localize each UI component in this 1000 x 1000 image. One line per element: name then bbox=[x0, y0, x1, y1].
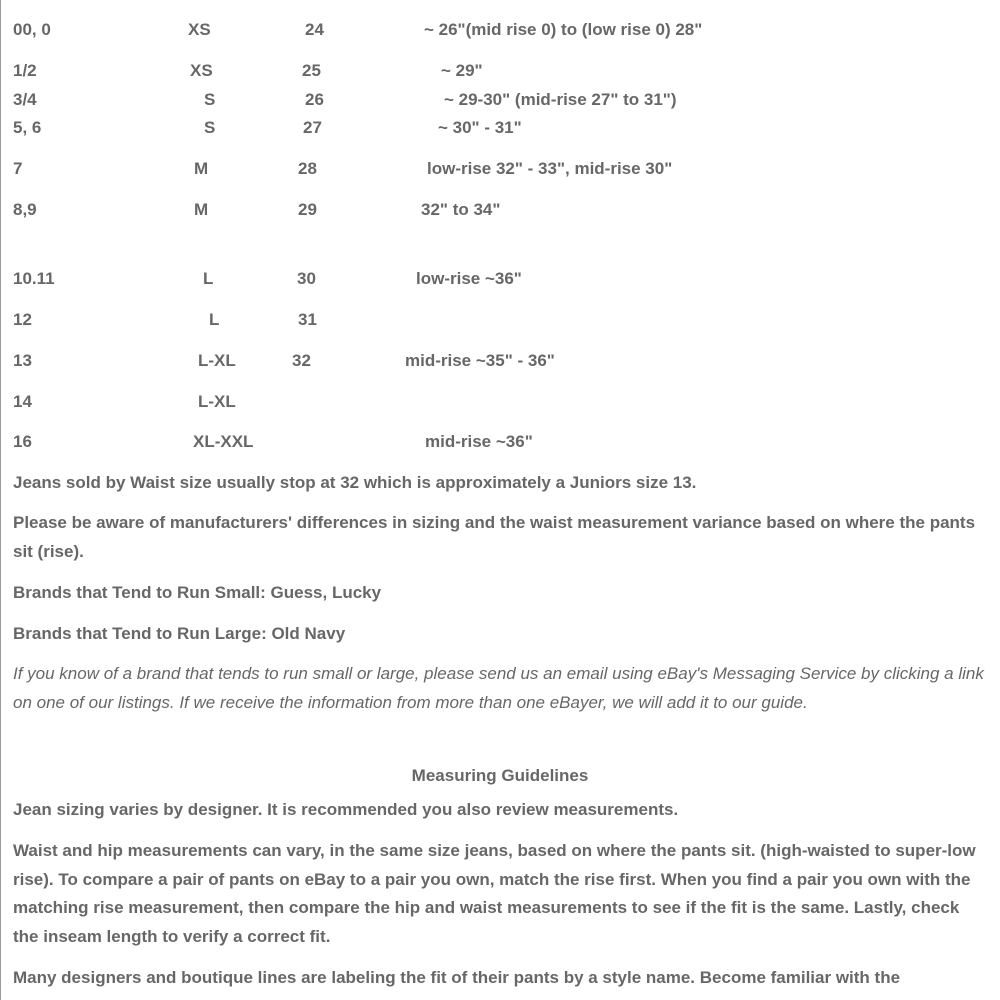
waist-size: 26 bbox=[305, 90, 324, 109]
junior-size: 13 bbox=[13, 351, 32, 370]
letter-size: S bbox=[204, 118, 216, 137]
waist-size: 24 bbox=[305, 20, 324, 39]
junior-size: 16 bbox=[13, 432, 32, 451]
table-row bbox=[0, 390, 1000, 414]
contact-note: If you know of a brand that tends to run small or large, please send us an email using eBay's Messaging Service by clicking a link on one of our listings. If we receive the information from more than one eBayer, we will add it to our guide. bbox=[13, 664, 984, 712]
waist-note: ~ 29" bbox=[441, 61, 483, 80]
junior-size: 10.11 bbox=[13, 269, 55, 288]
measuring-guidelines-heading: Measuring Guidelines bbox=[411, 766, 589, 785]
letter-size: L bbox=[209, 310, 220, 329]
table-row bbox=[0, 430, 1000, 454]
waist-size: 31 bbox=[298, 310, 317, 329]
waist-note: ~ 26"(mid rise 0) to (low rise 0) 28" bbox=[424, 20, 703, 39]
waist-size: 28 bbox=[298, 159, 317, 178]
letter-size: XS bbox=[188, 20, 211, 39]
junior-size: 5, 6 bbox=[13, 118, 42, 137]
junior-size: 7 bbox=[13, 159, 23, 178]
table-row bbox=[0, 349, 1000, 373]
letter-size: XS bbox=[190, 61, 213, 80]
waist-note: low-rise 32" - 33", mid-rise 30" bbox=[427, 159, 673, 178]
letter-size: M bbox=[194, 159, 209, 178]
letter-size: XL-XXL bbox=[193, 432, 254, 451]
junior-size: 00, 0 bbox=[13, 20, 51, 39]
letter-size: L-XL bbox=[198, 392, 236, 411]
table-row bbox=[0, 157, 1000, 181]
junior-size: 12 bbox=[13, 310, 32, 329]
waist-note: 32" to 34" bbox=[421, 200, 501, 219]
table-row bbox=[0, 59, 1000, 83]
waist-note: ~ 29-30" (mid-rise 27" to 31") bbox=[444, 90, 677, 109]
run-large-brands: Brands that Tend to Run Large: Old Navy bbox=[13, 624, 346, 643]
waist-size: 30 bbox=[297, 269, 316, 288]
letter-size: L-XL bbox=[198, 351, 236, 370]
junior-size: 1/2 bbox=[13, 61, 37, 80]
table-row bbox=[0, 308, 1000, 332]
waist-stop-note: Jeans sold by Waist size usually stop at 32 which is approximately a Juniors size 13. bbox=[13, 473, 697, 492]
junior-size: 8,9 bbox=[13, 200, 37, 219]
table-row bbox=[0, 88, 1000, 112]
waist-hip-note: Waist and hip measurements can vary, in the same size jeans, based on where the pants sit. (high-waisted to super-low rise). To compare a pair of pants on eBay to a pair you own, match the rise first. When you find a pair you own with the matching rise measurement, then compare the hip and waist measurements to see if the fit is the same. Lastly, check the inseam length to verify a correct fit. bbox=[13, 841, 976, 946]
waist-note: mid-rise ~35" - 36" bbox=[405, 351, 555, 370]
designer-variance-note: Jean sizing varies by designer. It is recommended you also review measurements. bbox=[13, 800, 679, 819]
waist-size: 29 bbox=[298, 200, 317, 219]
table-row bbox=[0, 198, 1000, 222]
waist-size: 25 bbox=[302, 61, 321, 80]
table-row bbox=[0, 18, 1000, 42]
junior-size: 3/4 bbox=[13, 90, 37, 109]
run-small-brands: Brands that Tend to Run Small: Guess, Lucky bbox=[13, 583, 382, 602]
waist-note: ~ 30" - 31" bbox=[438, 118, 522, 137]
junior-size: 14 bbox=[13, 392, 32, 411]
manufacturer-difference-note: Please be aware of manufacturers' differences in sizing and the waist measurement variance based on where the pants sit (rise). bbox=[13, 513, 976, 561]
table-row bbox=[0, 267, 1000, 291]
letter-size: L bbox=[203, 269, 214, 288]
letter-size: M bbox=[194, 200, 209, 219]
waist-size: 32 bbox=[292, 351, 311, 370]
waist-size: 27 bbox=[303, 118, 322, 137]
waist-note: mid-rise ~36" bbox=[425, 432, 533, 451]
waist-note: low-rise ~36" bbox=[416, 269, 522, 288]
letter-size: S bbox=[204, 90, 216, 109]
style-names-note: Many designers and boutique lines are labeling the fit of their pants by a style name. Become familiar with the bbox=[13, 968, 901, 987]
table-row bbox=[0, 116, 1000, 140]
